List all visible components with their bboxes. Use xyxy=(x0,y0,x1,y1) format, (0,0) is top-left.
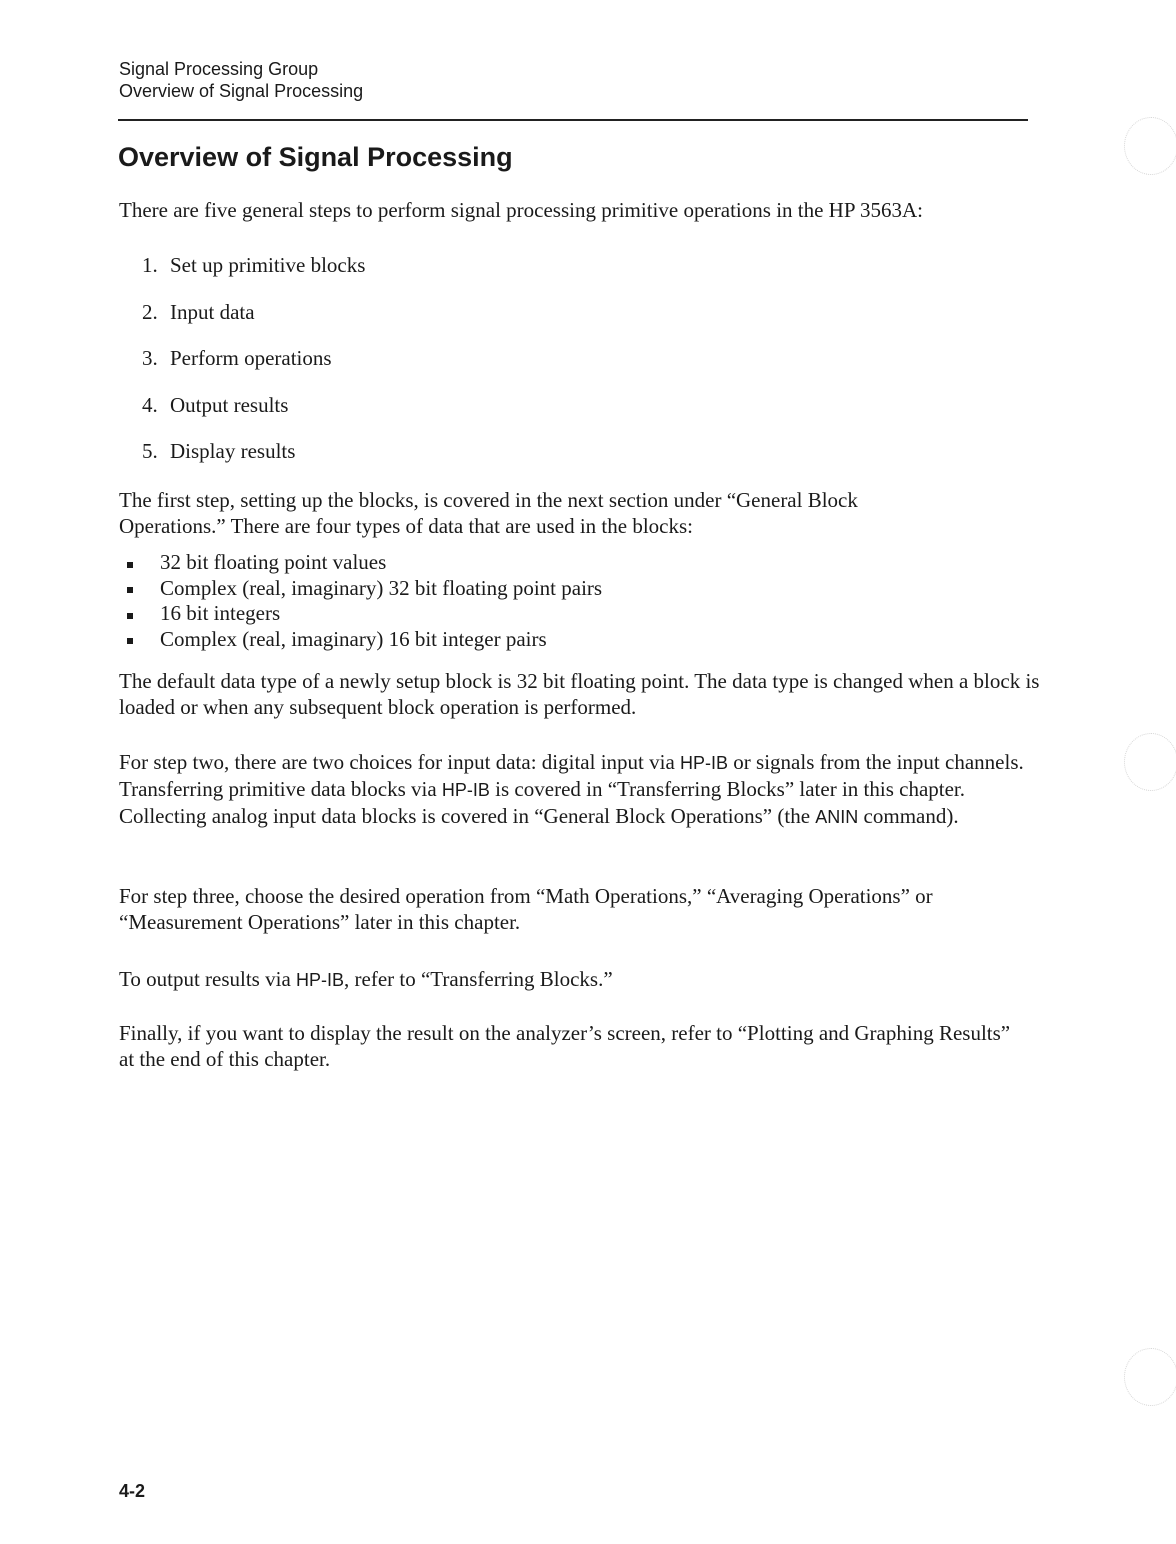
bullet-square-icon xyxy=(127,562,133,568)
list-item xyxy=(142,345,365,392)
step-number: 2. xyxy=(142,299,158,324)
running-head xyxy=(119,58,363,102)
blocks-paragraph: The first step, setting up the blocks, is covered in the next section under “General Block Operations.” There are four types of data that are used in the blocks: xyxy=(119,488,858,538)
step-number: 5. xyxy=(142,439,158,463)
list-item xyxy=(142,438,365,485)
running-head-group: Signal Processing Group xyxy=(119,59,319,79)
punch-hole-icon xyxy=(1124,1348,1176,1406)
hpib-term: HP-IB xyxy=(296,970,345,990)
list-item xyxy=(127,601,602,627)
step-text: Display results xyxy=(170,439,296,463)
output-paragraph: To output results via HP-IB, refer to “Transferring Blocks.” xyxy=(119,967,613,991)
step-two-paragraph: For step two, there are two choices for input data: digital input via HP-IB or signals from the input channels. Transferring primitive data blocks via HP-IB is covered in “Transferring Blocks” later in this chapter. Collecting analog input data blocks is covered in “General Block Operations” (the ANIN command). xyxy=(119,750,1024,828)
punch-hole-icon xyxy=(1124,117,1176,175)
step-text: Input data xyxy=(170,299,255,324)
bullet-square-icon xyxy=(127,613,133,619)
data-type-text: 16 bit integers xyxy=(160,601,281,626)
data-types-list xyxy=(127,550,602,652)
final-paragraph: Finally, if you want to display the result on the analyzer’s screen, refer to “Plotting and Graphing Results” at the end of this chapter. xyxy=(119,1021,1011,1071)
list-item xyxy=(127,576,602,602)
bullet-square-icon xyxy=(127,638,133,644)
hpib-term: HP-IB xyxy=(680,753,729,773)
header-rule xyxy=(118,119,1028,121)
page-number: 4-2 xyxy=(119,1481,146,1501)
list-item xyxy=(142,299,365,346)
data-type-text: Complex (real, imaginary) 32 bit floating point pairs xyxy=(160,575,603,600)
data-type-text: 32 bit floating point values xyxy=(160,550,387,575)
list-item xyxy=(142,392,365,439)
data-type-text: Complex (real, imaginary) 16 bit integer pairs xyxy=(160,626,547,651)
punch-hole-icon xyxy=(1124,733,1176,791)
list-item xyxy=(142,252,365,299)
step-number: 1. xyxy=(142,253,158,277)
step-number: 3. xyxy=(142,346,158,370)
section-title: Overview of Signal Processing xyxy=(118,142,513,172)
step-text: Perform operations xyxy=(170,346,332,370)
steps-list xyxy=(142,252,365,485)
default-type-paragraph: The default data type of a newly setup block is 32 bit floating point. The data type is changed when a block is loaded or when any subsequent block operation is performed. xyxy=(119,669,1040,719)
step-number: 4. xyxy=(142,392,158,417)
intro-paragraph: There are five general steps to perform signal processing primitive operations in the HP 3563A: xyxy=(119,198,923,222)
running-head-section: Overview of Signal Processing xyxy=(119,81,364,101)
list-item xyxy=(127,550,602,576)
bullet-square-icon xyxy=(127,587,133,593)
list-item xyxy=(127,627,602,653)
step-three-paragraph: For step three, choose the desired operation from “Math Operations,” “Averaging Operations” or “Measurement Operations” later in this chapter. xyxy=(119,884,933,934)
anin-command: ANIN xyxy=(815,807,859,827)
step-text: Set up primitive blocks xyxy=(170,253,366,277)
hpib-term: HP-IB xyxy=(441,780,490,800)
step-text: Output results xyxy=(170,392,289,417)
